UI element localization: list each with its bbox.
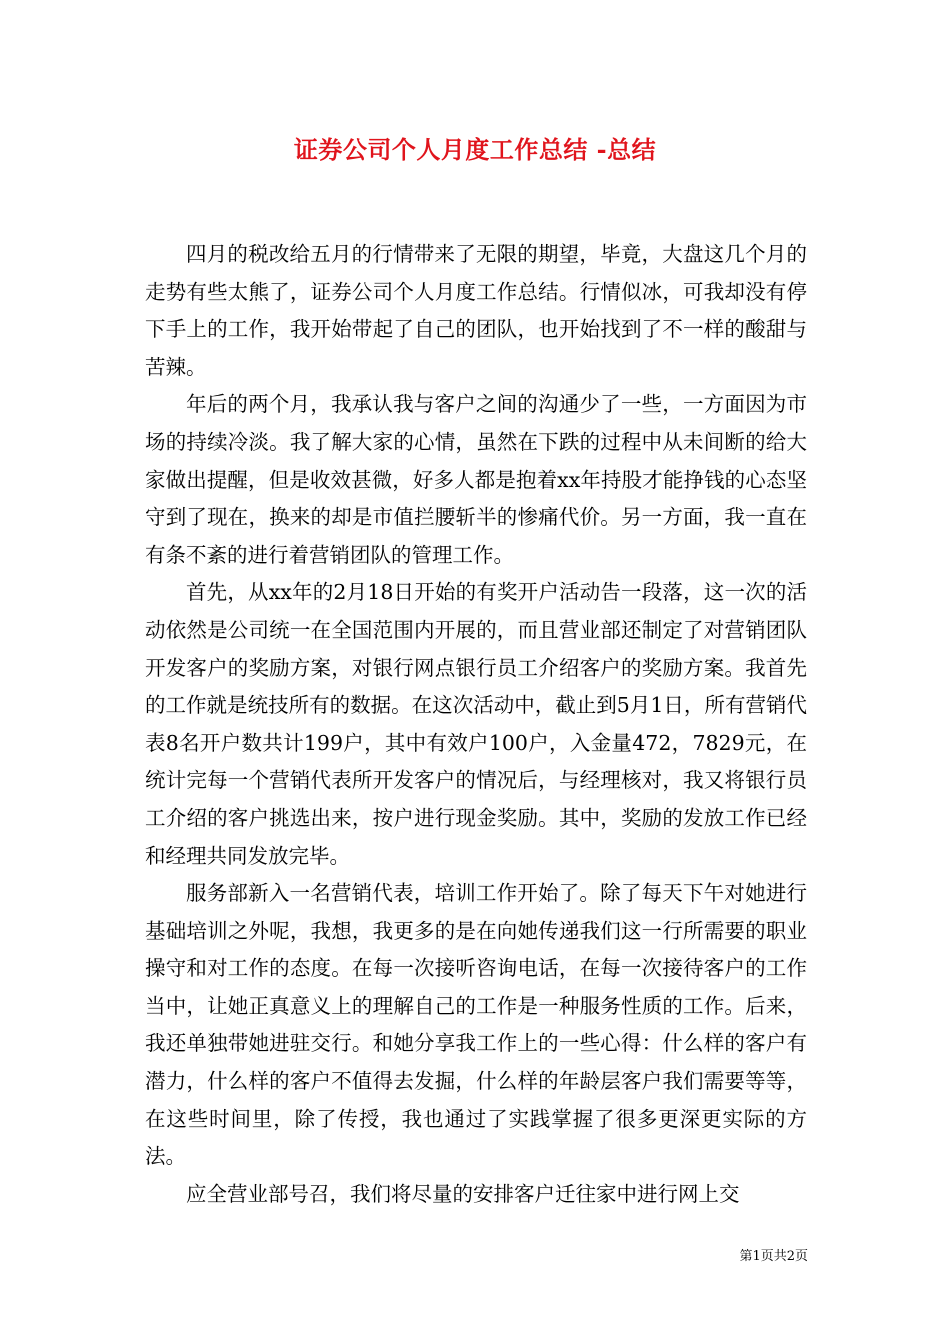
document-title: 证券公司个人月度工作总结 -总结 — [293, 135, 657, 164]
paragraph: 应全营业部号召，我们将尽量的安排客户迁往家中进行网上交 — [186, 1181, 740, 1206]
paragraph: 服务部新入一名营销代表，培训工作开始了。除了每天下午对她进行基础培训之外呢，我想，我更多的是在向她传递我们这一行所需要的职业操守和对工作的态度。在每一次接听咨询电话，在每一次接待客户的工作当中，让她正真意义上的理解自己的工作是一种服务性质的工作。后来，我还单独带她进驻交行。和她分享我工作上的一些心得：什么样的客户有潜力，什么样的客户不值得去发掘，什么样的年龄层客户我们需要等等，在这些时间里，除了传授，我也通过了实践掌握了很多更深更实际的方法。 — [145, 881, 807, 1169]
paragraph: 首先，从xx年的2月18日开始的有奖开户活动告一段落，这一次的活动依然是公司统一在全国范围内开展的，而且营业部还制定了对营销团队开发客户的奖励方案，对银行网点银行员工介绍客户的奖励方案。我首先的工作就是统技所有的数据。在这次活动中，截止到5月1日，所有营销代表8名开户数共计199户，其中有效户100户，入金量472，7829元，在统计完每一个营销代表所开发客户的情况后，与经理核对，我又将银行员工介绍的客户挑选出来，按户进行现金奖励。其中，奖励的发放工作已经和经理共同发放完毕。 — [145, 580, 807, 868]
page-number: 第1页共2页 — [739, 1249, 808, 1264]
paragraph: 四月的税改给五月的行情带来了无限的期望，毕竟，大盘这几个月的走势有些太熊了，证券公司个人月度工作总结。行情似冰，可我却没有停下手上的工作，我开始带起了自己的团队，也开始找到了不一样的酸甜与苦辣。 — [145, 242, 807, 379]
document-body — [145, 236, 807, 1213]
paragraph: 年后的两个月，我承认我与客户之间的沟通少了一些，一方面因为市场的持续冷淡。我了解大家的心情，虽然在下跌的过程中从未间断的给大家做出提醒，但是收效甚微，好多人都是抱着xx年持股才能挣钱的心态坚守到了现在，换来的却是市值拦腰斩半的惨痛代价。另一方面，我一直在有条不紊的进行着营销团队的管理工作。 — [145, 392, 807, 567]
